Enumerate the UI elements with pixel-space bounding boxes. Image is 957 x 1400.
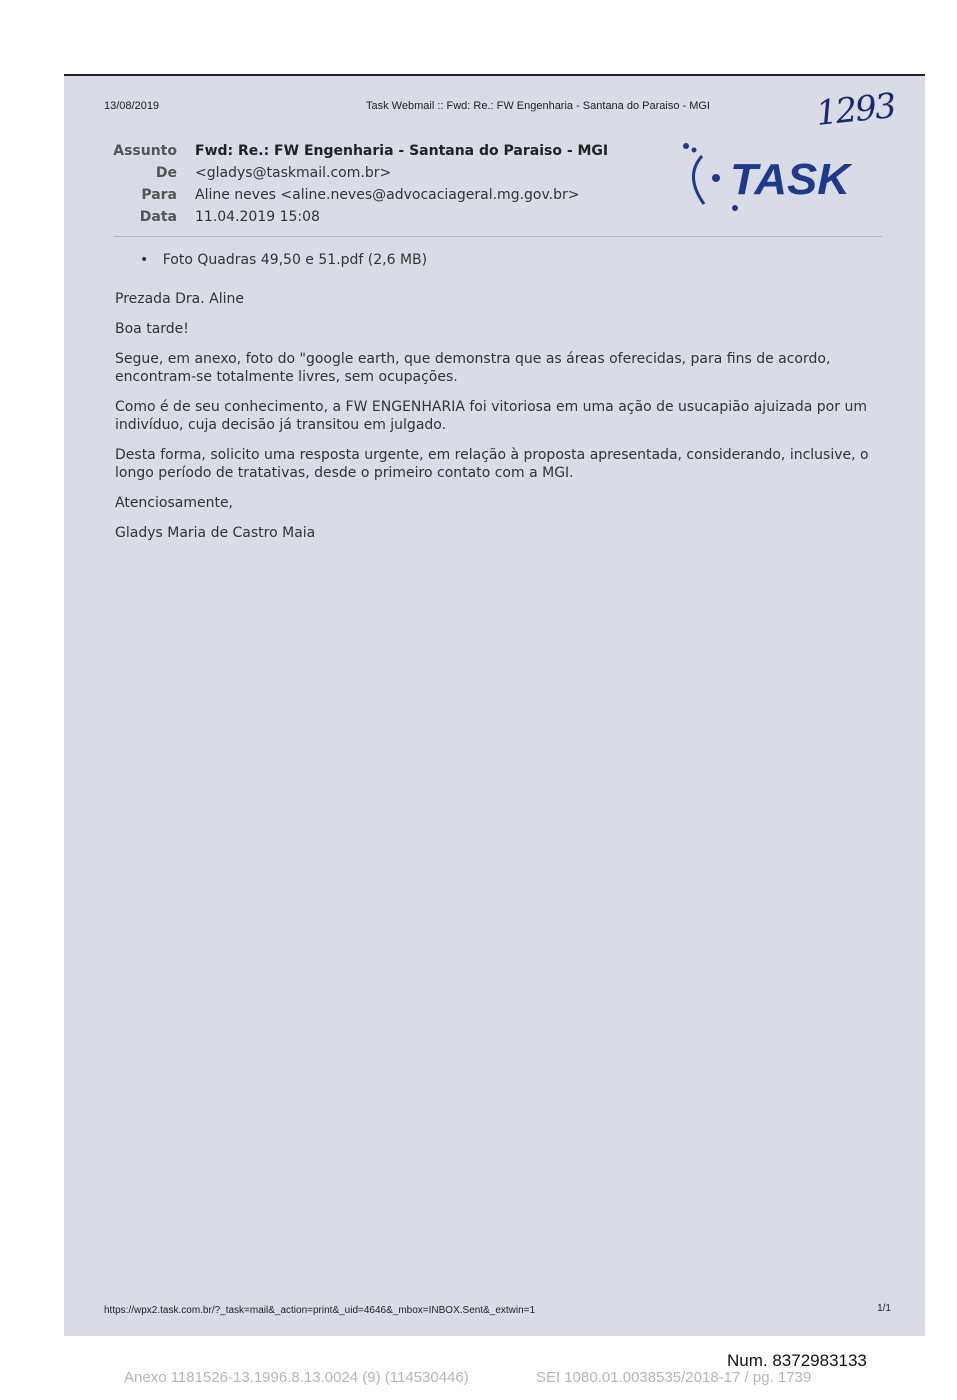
to-row (104, 184, 608, 206)
logo-arc-icon (693, 156, 704, 204)
logo-dot-icon (732, 205, 738, 211)
logo-text: TASK (730, 155, 854, 204)
date-label: Data (139, 209, 177, 225)
body-paragraph-1: Segue, em anexo, foto do "google earth, que demonstra que as áreas oferecidas, para fins de acordo, encontram-se totalmente livres, sem ocupações. (115, 351, 831, 385)
body-paragraph-3: Desta forma, solicito uma resposta urgente, em relação à proposta apresentada, considerando, inclusive, o longo período de tratativas, desde o primeiro contato com a MGI. (115, 447, 869, 481)
to-label: Para (141, 187, 177, 203)
salutation: Boa tarde! (115, 321, 189, 337)
closing: Atenciosamente, (115, 495, 234, 511)
date-row (104, 206, 608, 228)
logo-center-dot-icon (712, 174, 720, 182)
attachment-item[interactable]: Foto Quadras 49,50 e 51.pdf (2,6 MB) (162, 252, 428, 268)
logo-dot-icon (692, 148, 697, 153)
to-value: Aline neves <aline.neves@advocaciageral.mg.gov.br> (195, 187, 580, 203)
date-value: 11.04.2019 15:08 (195, 209, 320, 225)
signature: Gladys Maria de Castro Maia (115, 525, 316, 541)
greeting: Prezada Dra. Aline (115, 291, 244, 307)
email-headers (104, 140, 608, 228)
task-logo (678, 138, 868, 216)
attachment-list (140, 252, 427, 268)
header-divider (114, 236, 882, 237)
print-date: 13/08/2019 (104, 100, 160, 112)
sei-stamp: SEI 1080.01.0038535/2018-17 / pg. 1739 (536, 1369, 812, 1386)
print-footer-url: https://wpx2.task.com.br/?_task=mail&_action=print&_uid=4646&_mbox=INBOX.Sent&_extwin=1 (104, 1305, 536, 1316)
handwritten-page-number: 1293 (814, 86, 897, 134)
print-title: Task Webmail :: Fwd: Re.: FW Engenharia - Santana do Paraiso - MGI (366, 100, 710, 112)
print-footer-page: 1/1 (877, 1303, 891, 1314)
scanned-page (64, 74, 925, 1336)
subject-row (104, 140, 608, 162)
logo-dot-icon (683, 143, 689, 149)
bullet-icon: • (140, 252, 149, 268)
subject-value: Fwd: Re.: FW Engenharia - Santana do Paraiso - MGI (195, 143, 609, 159)
email-body (115, 290, 875, 554)
subject-label: Assunto (113, 143, 177, 159)
document-number-stamp: Num. 8372983133 (727, 1351, 867, 1370)
body-paragraph-2: Como é de seu conhecimento, a FW ENGENHARIA foi vitoriosa em uma ação de usucapião ajuizada por um indivíduo, cuja decisão já transitou em julgado. (115, 399, 867, 433)
from-value: <gladys@taskmail.com.br> (195, 165, 392, 181)
annex-stamp: Anexo 1181526-13.1996.8.13.0024 (9) (114530446) (124, 1369, 469, 1386)
from-row (104, 162, 608, 184)
from-label: De (155, 165, 177, 181)
